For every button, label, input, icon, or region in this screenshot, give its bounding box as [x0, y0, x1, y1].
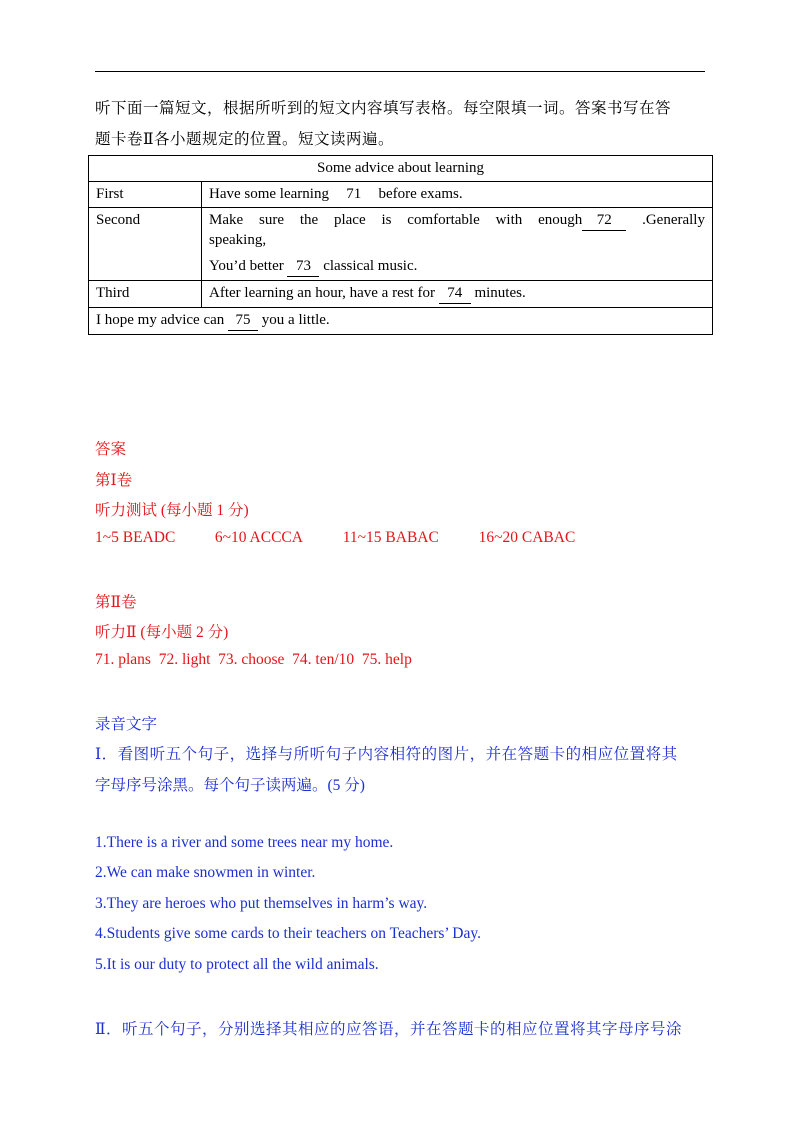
word-with-blank [538, 211, 626, 231]
blank-75: 75 [228, 311, 258, 331]
row-text: Have some learning [209, 186, 329, 202]
section2-instruction-line-1: Ⅱ．听五个句子，分别选择其相应的应答语，并在答题卡的相应位置将其字母序号涂 [95, 1021, 683, 1038]
row-text: you a little. [261, 312, 330, 328]
blank-72: 72 [582, 211, 626, 231]
part2-subheading: 听力Ⅱ (每小题 2 分) [95, 624, 229, 641]
blank-71: 71 [346, 186, 362, 202]
row-label: First [89, 182, 202, 208]
part1-subheading: 听力测试 (每小题 1 分) [95, 502, 249, 519]
answer-group: 1~5 BEADC [95, 529, 176, 546]
part2-heading: 第Ⅱ卷 [95, 594, 137, 611]
instruction-line-2: 题卡卷Ⅱ各小题规定的位置。短文读两遍。 [95, 131, 395, 148]
row-line [209, 257, 705, 277]
part1-answers [95, 529, 575, 547]
part1-heading: 第Ⅰ卷 [95, 472, 133, 489]
row-text: I hope my advice can [96, 312, 225, 328]
row-justified-line [209, 211, 705, 231]
blank-74: 74 [439, 284, 471, 304]
advice-table [88, 155, 713, 335]
header-rule [95, 71, 705, 72]
table-footer [89, 308, 713, 335]
sentence-2: 2.We can make snowmen in winter. [95, 864, 316, 881]
part2-answers: 71. plans 72. light 73. choose 74. ten/10 75. help [95, 651, 412, 668]
sentence-4: 4.Students give some cards to their teachers on Teachers’ Day. [95, 925, 482, 942]
table-row [89, 208, 713, 281]
row-text: before exams. [378, 186, 463, 202]
table-row [89, 281, 713, 308]
word: .Generally [642, 212, 705, 228]
table-row [89, 308, 713, 335]
transcript-heading: 录音文字 [95, 716, 158, 733]
row-text: You’d better [209, 258, 284, 274]
row-label: Third [89, 281, 202, 308]
table-title: Some advice about learning [89, 156, 713, 182]
row-text: speaking, [209, 232, 267, 248]
word: the [299, 212, 319, 228]
answers-heading: 答案 [95, 441, 127, 458]
row-content [202, 182, 713, 208]
sentence-3: 3.They are heroes who put themselves in harm’s way. [95, 895, 428, 912]
answer-group: 11~15 BABAC [342, 529, 439, 546]
word: enough [538, 212, 583, 228]
word: is [381, 212, 392, 228]
word: place [333, 212, 366, 228]
answer-group: 16~20 CABAC [478, 529, 576, 546]
blank-73: 73 [287, 257, 319, 277]
row-text: classical music. [323, 258, 418, 274]
row-text: minutes. [474, 285, 526, 301]
table-row [89, 182, 713, 208]
row-content [202, 208, 713, 281]
section1-instruction-line-2: 字母序号涂黑。每个句子读两遍。(5 分) [95, 777, 365, 794]
row-content [202, 281, 713, 308]
word: sure [258, 212, 284, 228]
sentence-5: 5.It is our duty to protect all the wild animals. [95, 956, 379, 973]
word: comfortable [407, 212, 480, 228]
row-text: After learning an hour, have a rest for [209, 285, 435, 301]
word: with [495, 212, 523, 228]
word: Make [209, 212, 244, 228]
section1-instruction-line-1: Ⅰ．看图听五个句子，选择与所听句子内容相符的图片，并在答题卡的相应位置将其 [95, 746, 678, 763]
row-label: Second [89, 208, 202, 281]
instruction-line-1: 听下面一篇短文，根据所听到的短文内容填写表格。每空限填一词。答案书写在答 [95, 100, 672, 117]
sentence-1: 1.There is a river and some trees near my home. [95, 834, 394, 851]
answer-group: 6~10 ACCCA [214, 529, 303, 546]
